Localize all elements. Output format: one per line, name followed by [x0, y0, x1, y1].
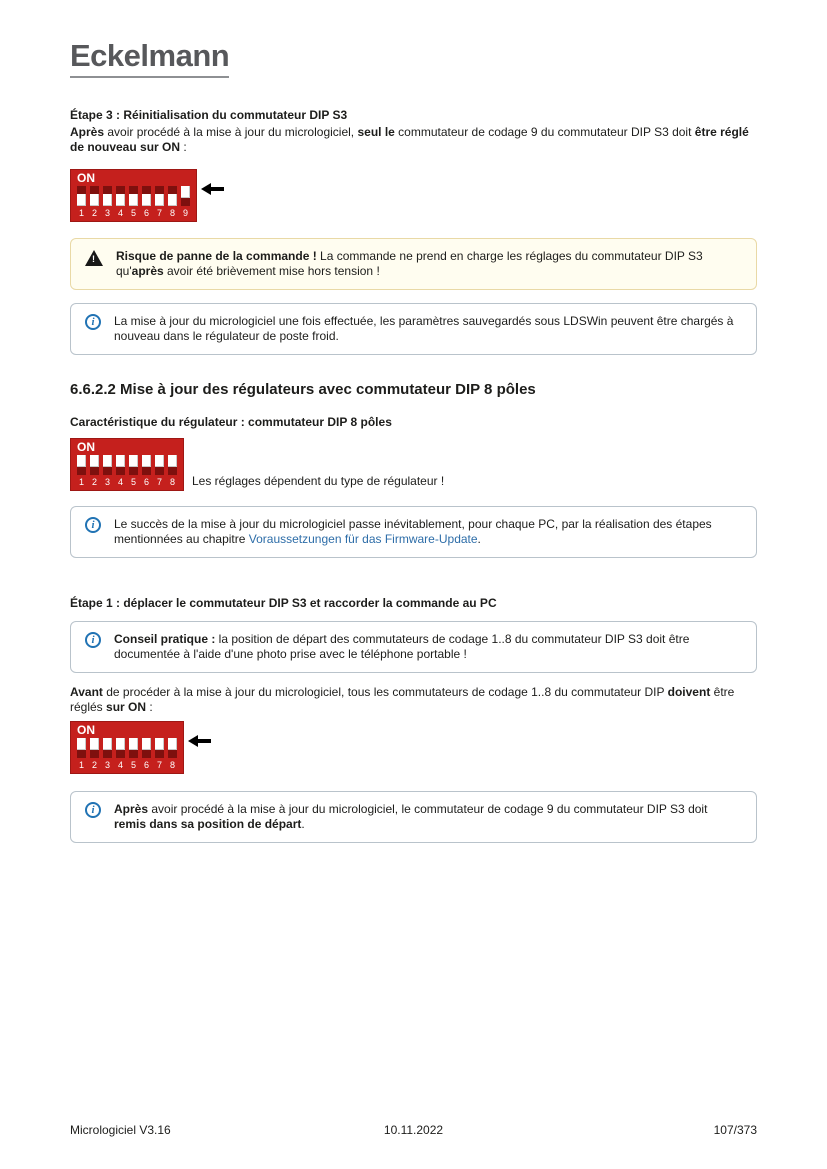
dip-number: 5	[130, 477, 136, 487]
dip-switch-slot	[90, 738, 99, 758]
dip-switch-handle	[90, 738, 99, 750]
dip-switch-handle	[181, 186, 190, 198]
dip-switch-slot	[103, 455, 112, 475]
dip-switch-slot	[77, 738, 86, 758]
text-segment: La mise à jour du micrologiciel une fois effectuée, les paramètres sauvegardés sous LDSWin peuvent être chargés à nouveau dans le régulateur de poste froid.	[114, 314, 734, 343]
step3-paragraph	[70, 125, 757, 155]
text-segment: .	[477, 532, 481, 546]
dip-switch-handle	[129, 194, 138, 206]
text-segment: commutateur de codage 9 du commutateur DIP S3 doit	[394, 125, 695, 139]
dip-switch-8pole-graphic	[70, 438, 184, 491]
dip-switch-handle	[142, 738, 151, 750]
step3-heading: Étape 3 : Réinitialisation du commutateur DIP S3	[70, 108, 348, 122]
dip-number: 6	[143, 760, 149, 770]
dip-switch-slot	[129, 738, 138, 758]
dip-switch-handle	[168, 455, 177, 467]
dip-number: 5	[130, 760, 136, 770]
dip-switch-slot	[77, 186, 86, 206]
section-heading: 6.6.2.2 Mise à jour des régulateurs avec commutateur DIP 8 pôles	[70, 381, 536, 398]
dip-8pole-caption: Les réglages dépendent du type de régulateur !	[192, 474, 445, 488]
dip-switch-slot	[181, 186, 190, 206]
dip-switch-row	[77, 455, 177, 475]
info-notebox-ldswin	[70, 303, 757, 355]
dip-number: 8	[169, 477, 175, 487]
dip-switch-slot	[142, 455, 151, 475]
dip-switch-slot	[77, 455, 86, 475]
dip-number: 2	[91, 208, 97, 218]
info-notebox-apres	[70, 791, 757, 843]
dip-number: 7	[156, 208, 162, 218]
dip-switch-slot	[90, 455, 99, 475]
dip-switch-slot	[168, 738, 177, 758]
dip-switch-slot	[116, 186, 125, 206]
chapter-link[interactable]: Voraussetzungen für das Firmware-Update	[248, 532, 478, 546]
dip-switch-slot	[168, 455, 177, 475]
text-segment: seul le	[357, 125, 395, 139]
dip-switch-body	[70, 721, 184, 774]
footer-page-number: 107/373	[713, 1123, 757, 1137]
dip-switch-handle	[90, 194, 99, 206]
dip-switch-slot	[116, 455, 125, 475]
warning-text	[116, 249, 742, 279]
text-segment: après	[131, 264, 164, 278]
text-segment: avoir procédé à la mise à jour du micrologiciel, le commutateur de codage 9 du commutateur DIP S3 doit	[148, 802, 708, 816]
info-notebox-conseil	[70, 621, 757, 673]
dip-switch-s3-9pole-graphic	[70, 169, 757, 222]
dip-number: 2	[91, 760, 97, 770]
dip-switch-handle	[168, 194, 177, 206]
warning-icon-glyph: !	[92, 254, 95, 264]
text-segment: doivent	[667, 685, 711, 699]
dip-number: 3	[104, 477, 110, 487]
info-apres-text	[114, 802, 742, 832]
text-segment: être réglé de nouveau sur ON	[70, 125, 749, 154]
info-ldswin-text	[114, 314, 742, 344]
dip-switch-slot	[116, 738, 125, 758]
dip-number: 3	[104, 208, 110, 218]
text-segment: Avant	[70, 685, 103, 699]
text-segment: Après	[114, 802, 149, 816]
dip-number: 2	[91, 477, 97, 487]
info-icon	[85, 802, 101, 818]
text-segment: Risque de panne de la commande !	[116, 249, 317, 263]
dip-switch-slot	[129, 455, 138, 475]
text-segment: avoir procédé à la mise à jour du micrologiciel,	[104, 125, 358, 139]
text-segment: la position de départ des commutateurs de codage 1..8 du commutateur DIP S3 doit être documentée à l'aide d'une photo prise avec le téléphone portable !	[114, 632, 690, 661]
dip-on-label: ON	[77, 440, 95, 454]
warning-notebox	[70, 238, 757, 290]
dip-number: 4	[117, 477, 123, 487]
dip-switch-handle	[129, 738, 138, 750]
dip-switch-row	[77, 738, 177, 758]
text-segment: Le succès de la mise à jour du micrologiciel passe inévitablement, pour chaque PC, par la réalisation des étapes mentionnées au chapitre	[114, 517, 712, 546]
dip-switch-slot	[142, 738, 151, 758]
footer-version: Micrologiciel V3.16	[70, 1123, 171, 1137]
step1-heading: Étape 1 : déplacer le commutateur DIP S3 et raccorder la commande au PC	[70, 596, 497, 610]
footer-date: 10.11.2022	[383, 1123, 444, 1137]
dip-switch-handle	[77, 194, 86, 206]
dip-8pole-row	[70, 438, 757, 491]
dip-switch-slot	[155, 455, 164, 475]
dip-switch-slot	[155, 738, 164, 758]
dip-on-label: ON	[77, 171, 95, 185]
dip-switch-handle	[77, 455, 86, 467]
dip-number: 1	[78, 760, 84, 770]
text-segment: être réglés	[70, 685, 735, 714]
avant-paragraph	[70, 685, 757, 715]
dip-number: 6	[143, 208, 149, 218]
logo	[70, 40, 229, 78]
dip-switch-handle	[155, 194, 164, 206]
dip-switch-slot	[103, 186, 112, 206]
dip-on-label: ON	[77, 723, 95, 737]
dip-switch-handle	[116, 738, 125, 750]
arrow-left-icon	[188, 735, 211, 747]
dip-switch-handle	[103, 738, 112, 750]
info-icon-glyph: i	[91, 519, 95, 531]
dip-number: 5	[130, 208, 136, 218]
dip-switch-body	[70, 169, 197, 222]
info-icon-glyph: i	[91, 316, 95, 328]
info-notebox-prerequisites	[70, 506, 757, 558]
dip-switch-handle	[142, 455, 151, 467]
logo-underline	[70, 76, 229, 78]
dip-switch-handle	[129, 455, 138, 467]
arrow-tail	[198, 739, 211, 743]
dip-number: 3	[104, 760, 110, 770]
text-segment: Conseil pratique :	[114, 632, 216, 646]
dip-switch-body	[70, 438, 184, 491]
dip-switch-slot	[103, 738, 112, 758]
arrow-left-icon	[201, 183, 224, 195]
dip-number: 4	[117, 208, 123, 218]
dip-switch-handle	[155, 738, 164, 750]
info-icon-glyph: i	[91, 804, 95, 816]
text-segment: :	[180, 140, 187, 154]
dip-switch-numbers	[77, 208, 190, 218]
text-segment: .	[301, 817, 305, 831]
dip-switch-handle	[116, 194, 125, 206]
dip-number: 1	[78, 208, 84, 218]
text-segment: avoir été brièvement mise hors tension !	[163, 264, 380, 278]
dip-switch-handle	[77, 738, 86, 750]
info-icon-glyph: i	[91, 634, 95, 646]
dip-number: 8	[169, 208, 175, 218]
dip-switch-handle	[116, 455, 125, 467]
dip-number: 7	[156, 760, 162, 770]
dip-number: 1	[78, 477, 84, 487]
dip-switch-handle	[142, 194, 151, 206]
info-conseil-text	[114, 632, 742, 662]
dip-switch-handle	[103, 194, 112, 206]
warning-icon	[85, 250, 103, 266]
arrow-tail	[211, 187, 224, 191]
arrow-head	[188, 735, 198, 747]
dip-switch-numbers	[77, 477, 177, 487]
text-segment: de procéder à la mise à jour du micrologiciel, tous les commutateurs de codage 1..8 du commutateur DIP	[102, 685, 668, 699]
page-footer	[70, 1123, 757, 1137]
text-segment: sur ON	[106, 700, 147, 714]
dip-switch-slot	[129, 186, 138, 206]
arrow-head	[201, 183, 211, 195]
dip-switch-numbers	[77, 760, 177, 770]
text-segment: La commande ne prend en charge les réglages du commutateur DIP S3 qu'	[116, 249, 703, 278]
text-segment: Après	[70, 125, 105, 139]
dip-switch-row	[77, 186, 190, 206]
text-segment: :	[146, 700, 153, 714]
dip-switch-8pole-step1-graphic	[70, 721, 757, 774]
info-prerequisites-text	[114, 517, 742, 547]
dip-switch-handle	[168, 738, 177, 750]
dip-switch-handle	[155, 455, 164, 467]
dip-number: 9	[182, 208, 188, 218]
dip-number: 8	[169, 760, 175, 770]
dip-switch-handle	[103, 455, 112, 467]
dip-switch-handle	[90, 455, 99, 467]
logo-text: Eckelmann	[70, 38, 230, 73]
info-icon	[85, 314, 101, 330]
info-icon	[85, 632, 101, 648]
text-segment: remis dans sa position de départ	[114, 817, 302, 831]
info-icon	[85, 517, 101, 533]
feature-heading: Caractéristique du régulateur : commutateur DIP 8 pôles	[70, 415, 392, 429]
dip-switch-slot	[142, 186, 151, 206]
dip-number: 7	[156, 477, 162, 487]
dip-switch-slot	[155, 186, 164, 206]
dip-number: 4	[117, 760, 123, 770]
dip-switch-slot	[90, 186, 99, 206]
dip-number: 6	[143, 477, 149, 487]
dip-switch-slot	[168, 186, 177, 206]
